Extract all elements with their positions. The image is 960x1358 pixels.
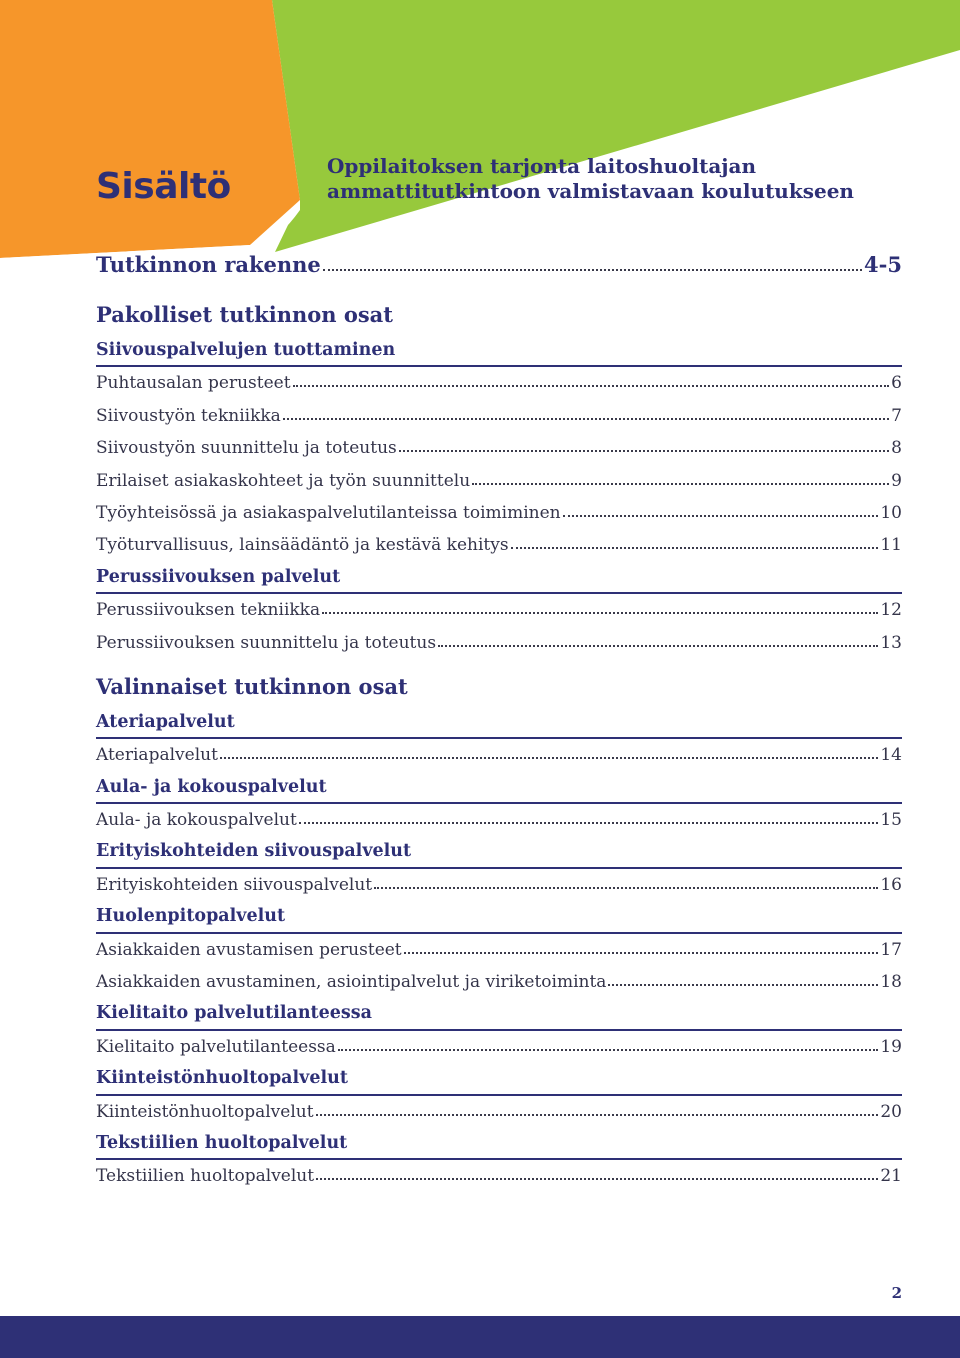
- toc-entry-page: 16: [880, 874, 902, 895]
- group-heading: Kiinteistönhuoltopalvelut: [96, 1063, 902, 1095]
- toc-entry-label: Siivoustyön suunnittelu ja toteutus: [96, 438, 397, 459]
- section-heading-optional: Valinnaiset tutkinnon osat: [96, 673, 408, 699]
- toc-entry-label: Erilaiset asiakaskohteet ja työn suunnittelu: [96, 470, 471, 491]
- toc-entry[interactable]: [96, 594, 902, 626]
- subtitle-line-1: Oppilaitoksen tarjonta laitoshuoltajan: [327, 154, 757, 178]
- toc-entry-label: Siivoustyön tekniikka: [96, 405, 281, 426]
- dot-leader: [338, 1047, 879, 1051]
- toc-entry-label: Kiinteistönhuoltopalvelut: [96, 1101, 314, 1122]
- group-heading: Ateriapalvelut: [96, 707, 902, 739]
- toc-entry-structure[interactable]: [96, 249, 902, 281]
- toc-entry-page: 15: [880, 810, 902, 831]
- dot-leader: [511, 545, 879, 549]
- toc-entry-label: Erityiskohteiden siivouspalvelut: [96, 874, 373, 895]
- toc-entry-page: 6: [891, 373, 902, 394]
- toc-entry[interactable]: [96, 497, 902, 529]
- dot-leader: [323, 267, 862, 271]
- toc-entry[interactable]: [96, 400, 902, 432]
- dot-leader: [293, 383, 890, 387]
- dot-leader: [316, 1176, 878, 1180]
- group-heading: Tekstiilien huoltopalvelut: [96, 1128, 902, 1160]
- toc-entry-label: Asiakkaiden avustamisen perusteet: [96, 939, 402, 960]
- toc-entry-page: 9: [891, 470, 902, 491]
- section-heading-mandatory: Pakolliset tutkinnon osat: [96, 302, 393, 327]
- toc-entry-label: Tutkinnon rakenne: [96, 252, 321, 277]
- dot-leader: [472, 481, 889, 485]
- group-heading: Erityiskohteiden siivouspalvelut: [96, 836, 902, 868]
- toc-entry-page: 11: [880, 535, 902, 556]
- toc-entry-page: 21: [880, 1166, 902, 1187]
- subtitle-line-2: ammattitutkintoon valmistavaan koulutukseen: [327, 179, 854, 203]
- dot-leader: [374, 885, 878, 889]
- toc-entry-label: Työyhteisössä ja asiakaspalvelutilanteissa toimiminen: [96, 502, 561, 523]
- table-of-contents: [96, 249, 902, 1193]
- toc-entry-page: 14: [880, 745, 902, 766]
- group-heading: Siivouspalvelujen tuottaminen: [96, 335, 902, 367]
- toc-entry-page: 7: [891, 405, 902, 426]
- toc-entry-page: 10: [880, 502, 902, 523]
- dot-leader: [322, 610, 878, 614]
- toc-entry-label: Tekstiilien huoltopalvelut: [96, 1166, 315, 1187]
- toc-entry-page: 12: [880, 600, 902, 621]
- toc-entry[interactable]: [96, 869, 902, 901]
- toc-entry-page: 4-5: [864, 252, 902, 277]
- toc-entry-page: 13: [880, 632, 902, 653]
- toc-entry-label: Perussiivouksen suunnittelu ja toteutus: [96, 632, 437, 653]
- toc-entry[interactable]: [96, 966, 902, 998]
- dot-leader: [399, 448, 889, 452]
- dot-leader: [299, 820, 879, 824]
- toc-entry-page: 19: [880, 1036, 902, 1057]
- toc-entry-label: Asiakkaiden avustaminen, asiointipalvelut ja viriketoiminta: [96, 972, 607, 993]
- toc-entry[interactable]: [96, 934, 902, 966]
- group-heading: Huolenpitopalvelut: [96, 901, 902, 933]
- group-heading: Perussiivouksen palvelut: [96, 562, 902, 594]
- toc-entry[interactable]: [96, 804, 902, 836]
- group-heading: Kielitaito palvelutilanteessa: [96, 998, 902, 1030]
- toc-entry-label: Puhtausalan perusteet: [96, 373, 291, 394]
- toc-entry[interactable]: [96, 739, 902, 771]
- dot-leader: [438, 643, 878, 647]
- dot-leader: [316, 1112, 879, 1116]
- toc-entry-label: Ateriapalvelut: [96, 745, 218, 766]
- dot-leader: [563, 513, 879, 517]
- toc-entry[interactable]: [96, 1096, 902, 1128]
- page-title: Sisältö: [96, 166, 231, 207]
- toc-entry[interactable]: [96, 627, 902, 659]
- toc-entry[interactable]: [96, 367, 902, 399]
- toc-entry-page: 18: [880, 972, 902, 993]
- toc-entry[interactable]: [96, 1160, 902, 1192]
- toc-entry[interactable]: [96, 432, 902, 464]
- orange-header-shape: [0, 0, 300, 258]
- toc-entry-page: 17: [880, 939, 902, 960]
- dot-leader: [283, 416, 889, 420]
- group-heading: Aula- ja kokouspalvelut: [96, 772, 902, 804]
- footer-bar: [0, 1316, 960, 1358]
- toc-entry-label: Perussiivouksen tekniikka: [96, 600, 321, 621]
- toc-entry-page: 20: [880, 1101, 902, 1122]
- toc-entry-page: 8: [891, 438, 902, 459]
- toc-entry-label: Aula- ja kokouspalvelut: [96, 810, 297, 831]
- toc-entry[interactable]: [96, 529, 902, 561]
- toc-entry[interactable]: [96, 465, 902, 497]
- toc-entry[interactable]: [96, 1031, 902, 1063]
- toc-entry-label: Työturvallisuus, lainsäädäntö ja kestävä kehitys: [96, 535, 509, 556]
- page-number: 2: [891, 1284, 902, 1302]
- document-subtitle: [327, 154, 927, 204]
- dot-leader: [404, 950, 879, 954]
- header-background: [0, 0, 960, 260]
- toc-entry-label: Kielitaito palvelutilanteessa: [96, 1036, 336, 1057]
- dot-leader: [608, 982, 878, 986]
- dot-leader: [220, 755, 878, 759]
